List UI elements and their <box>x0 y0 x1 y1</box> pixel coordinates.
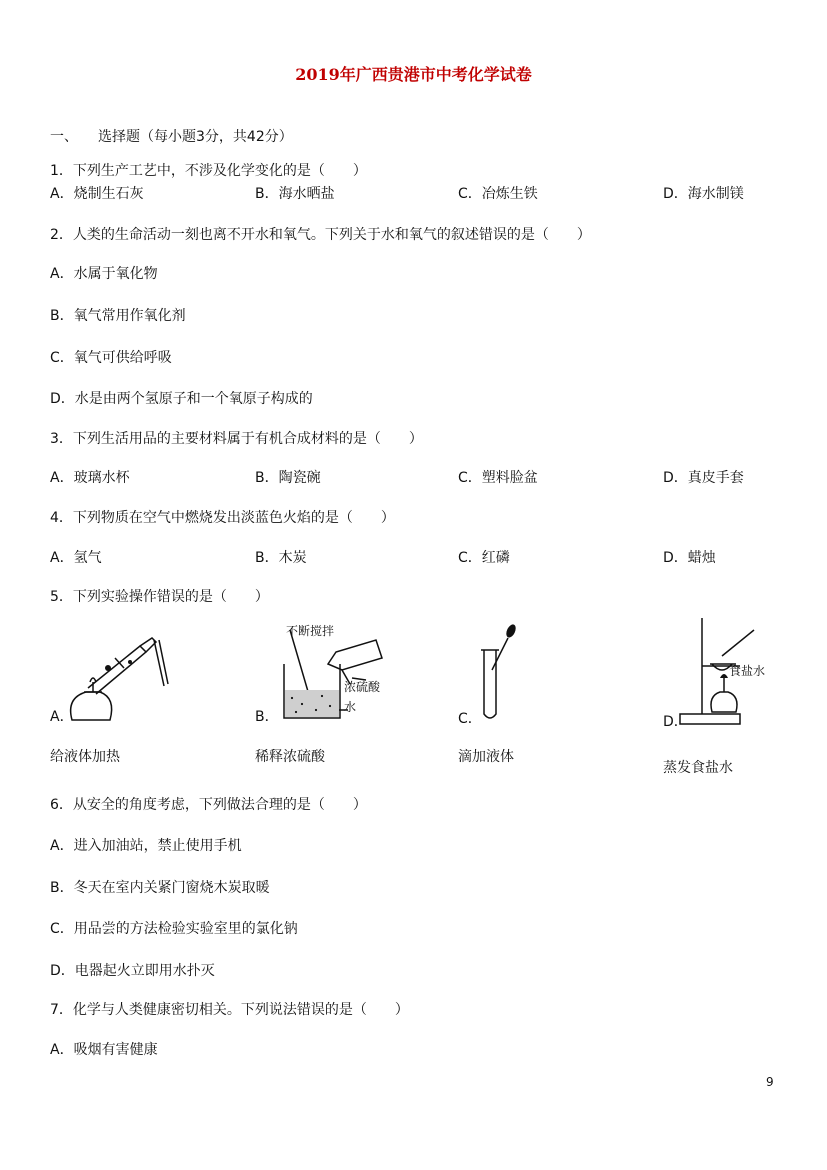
question-1-stem: 1．下列生产工艺中，不涉及化学变化的是（ ） <box>50 163 367 179</box>
figure-a-caption: 给液体加热 <box>50 749 120 765</box>
question-4-option-d: D．蜡烛 <box>663 550 716 566</box>
question-5-option-b: B． <box>255 709 279 725</box>
page-number: 9 <box>766 1075 774 1089</box>
figure-b-acid-label: 浓硫酸 <box>344 680 381 694</box>
section-heading <box>50 126 293 146</box>
question-6-option-d: D．电器起火立即用水扑灭 <box>50 963 215 979</box>
section-text: 选择题（每小题3分，共42分） <box>98 129 293 145</box>
figure-b-stir-label: 不断搅拌 <box>286 624 335 638</box>
question-7-stem: 7．化学与人类健康密切相关。下列说法错误的是（ ） <box>50 1002 409 1018</box>
question-5-option-c: C． <box>458 711 482 727</box>
figure-d-salt-water-label: 食盐水 <box>729 664 766 678</box>
question-4-option-b: B．木炭 <box>255 550 307 566</box>
figure-c-caption: 滴加液体 <box>458 749 514 765</box>
question-6-option-a: A．进入加油站，禁止使用手机 <box>50 838 242 854</box>
question-5-stem: 5．下列实验操作错误的是（ ） <box>50 589 269 605</box>
question-6-stem: 6．从安全的角度考虑，下列做法合理的是（ ） <box>50 797 367 813</box>
page-title: 2019年广西贵港市中考化学试卷 <box>295 65 532 84</box>
question-2-option-b: B．氧气常用作氧化剂 <box>50 308 186 324</box>
question-2-option-d: D．水是由两个氢原子和一个氧原子构成的 <box>50 391 313 407</box>
question-3-stem: 3．下列生活用品的主要材料属于有机合成材料的是（ ） <box>50 431 423 447</box>
question-6-option-b: B．冬天在室内关紧门窗烧木炭取暖 <box>50 880 270 896</box>
figure-b-water-label: 水 <box>344 700 357 714</box>
question-5-option-a: A． <box>50 709 74 725</box>
figure-c-dropping-liquid <box>478 624 522 724</box>
section-number: 一、 <box>50 129 78 145</box>
question-3-option-b: B．陶瓷碗 <box>255 470 321 486</box>
figure-a-heating-liquid <box>60 628 170 728</box>
question-1-option-a: A．烧制生石灰 <box>50 186 144 202</box>
figure-d-caption: 蒸发食盐水 <box>663 760 733 776</box>
question-4-option-a: A．氢气 <box>50 550 102 566</box>
question-7-option-a: A．吸烟有害健康 <box>50 1042 158 1058</box>
question-2-option-a: A．水属于氧化物 <box>50 266 158 282</box>
question-1-option-d: D．海水制镁 <box>663 186 744 202</box>
question-2-option-c: C．氧气可供给呼吸 <box>50 350 172 366</box>
question-5-option-d: D． <box>663 714 688 730</box>
question-1-option-c: C．冶炼生铁 <box>458 186 538 202</box>
question-3-option-d: D．真皮手套 <box>663 470 744 486</box>
question-6-option-c: C．用品尝的方法检验实验室里的氯化钠 <box>50 921 298 937</box>
question-4-stem: 4．下列物质在空气中燃烧发出淡蓝色火焰的是（ ） <box>50 510 395 526</box>
figure-b-caption: 稀释浓硫酸 <box>255 749 325 765</box>
question-1-option-b: B．海水晒盐 <box>255 186 335 202</box>
question-2-stem: 2．人类的生命活动一刻也离不开水和氧气。下列关于水和氧气的叙述错误的是（ ） <box>50 227 591 243</box>
question-3-option-c: C．塑料脸盆 <box>458 470 538 486</box>
question-4-option-c: C．红磷 <box>458 550 510 566</box>
question-3-option-a: A．玻璃水杯 <box>50 470 130 486</box>
